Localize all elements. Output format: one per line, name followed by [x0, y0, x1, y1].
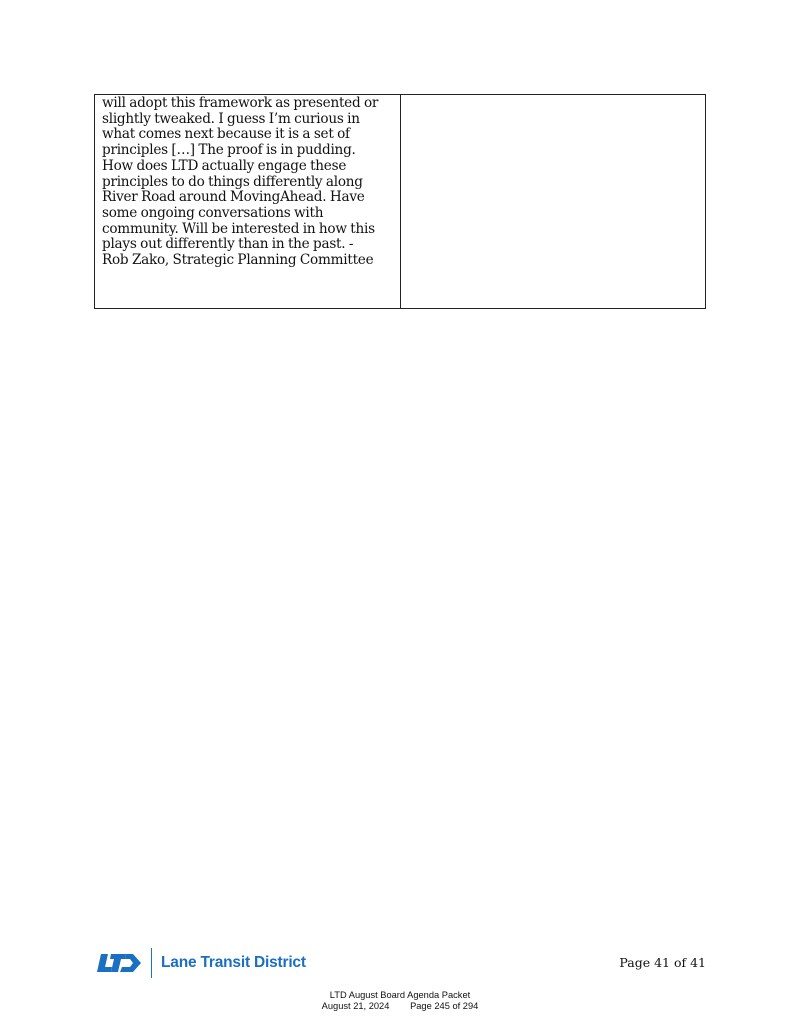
comment-line: plays out differently than in the past. - [102, 236, 354, 253]
ltd-logo-icon [97, 949, 141, 977]
page-number: Page 41 of 41 [619, 955, 706, 970]
comment-line: what comes next because it is a set of [102, 126, 350, 143]
packet-date: August 21, 2024 [321, 1000, 390, 1011]
org-name: Lane Transit District [161, 954, 306, 971]
comment-line: principles […] The proof is in pudding. [102, 142, 356, 159]
comment-table [94, 94, 706, 309]
packet-date-page [0, 1001, 800, 1012]
ltd-logo [97, 948, 306, 978]
response-cell [401, 95, 705, 308]
comment-line: How does LTD actually engage these [102, 157, 347, 174]
comment-line: will adopt this framework as presented or [102, 95, 379, 111]
comment-line: Rob Zako, Strategic Planning Committee [102, 252, 374, 269]
logo-divider [151, 948, 152, 978]
comment-line: some ongoing conversations with [102, 204, 324, 221]
comment-cell [95, 95, 401, 308]
comment-text [102, 96, 394, 269]
packet-title: LTD August Board Agenda Packet [329, 990, 471, 1000]
comment-line: slightly tweaked. I guess I’m curious in [102, 110, 360, 127]
comment-line: principles to do things differently along [102, 173, 363, 190]
packet-page: Page 245 of 294 [410, 1000, 479, 1011]
comment-line: community. Will be interested in how this [102, 220, 375, 237]
packet-footer [0, 990, 800, 1011]
comment-line: River Road around MovingAhead. Have [102, 189, 365, 206]
